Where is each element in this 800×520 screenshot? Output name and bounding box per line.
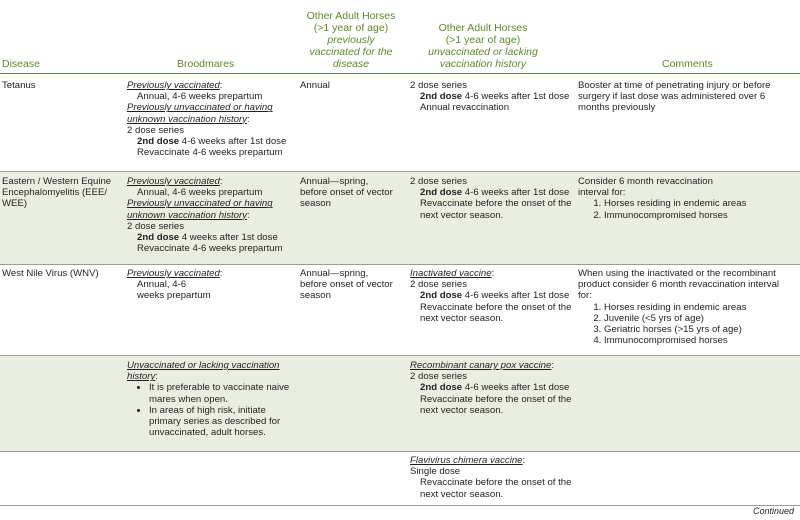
label-unvaccinated-2: unknown vaccination history: [127, 209, 247, 221]
list-item: 1. Horses residing in endemic areas: [604, 198, 798, 209]
vaccine-type-label: Flavivirus chimera vaccine: [410, 455, 523, 466]
list-item: • In areas of high risk, initiate primary series as described for unvaccinated, adult horses.: [149, 405, 297, 439]
header-comments: Comments: [662, 58, 713, 70]
broodmare-line: Revaccinate 4-6 weeks prepartum: [137, 243, 283, 255]
tetanus-previously-vaccinated: [300, 80, 330, 91]
second-dose-label: 2nd dose: [137, 232, 180, 244]
prev-line: season: [300, 290, 331, 302]
eee-disease: [2, 176, 124, 210]
list-item: 4. Immunocompromised horses: [604, 335, 800, 346]
broodmare-line: 4-6 weeks after 1st dose: [179, 136, 287, 148]
comment-line: for:: [578, 290, 592, 302]
unvacc-line: Annual revaccination: [420, 102, 510, 114]
wnv-disease: [2, 268, 99, 279]
unvacc-line: 4-6 weeks after 1st dose: [462, 187, 570, 199]
header-previously-vaccinated: [296, 10, 406, 70]
eee-comments: [578, 176, 798, 221]
unvacc-line: Revaccinate before the onset of the: [420, 301, 572, 313]
eee-comment-list: [578, 198, 798, 220]
broodmare-line: Annual, 4-6 weeks prepartum: [137, 187, 263, 199]
wnv-previously-vaccinated: [300, 268, 408, 302]
unvacc-line: 4-6 weeks after 1st dose: [462, 91, 570, 103]
broodmare-line: Annual, 4-6: [137, 279, 187, 291]
disease-name: WEE): [2, 198, 28, 210]
broodmare-line: 2 dose series: [127, 124, 185, 136]
label-previously-vaccinated: Previously vaccinated: [127, 176, 220, 187]
unvacc-line: next vector season.: [420, 488, 504, 500]
label-unvaccinated-1: Unvaccinated or lacking vaccination: [127, 360, 280, 371]
eee-unvaccinated: [410, 176, 575, 221]
unvacc-line: 2 dose series: [410, 279, 468, 291]
label-unvaccinated-1: Previously unvaccinated or having: [127, 102, 273, 114]
header-vacc-sub-1: previously: [327, 34, 375, 46]
list-item: • It is preferable to vaccinate naive mares when open.: [149, 382, 297, 404]
header-broodmares: Broodmares: [177, 58, 235, 70]
eee-previously-vaccinated: [300, 176, 408, 210]
label-previously-vaccinated: Previously vaccinated: [127, 268, 220, 279]
prev-line: season: [300, 198, 331, 210]
disease-name: Encephalomyelitis (EEE/: [2, 187, 108, 199]
tetanus-disease: [2, 80, 36, 91]
prev-line: Annual—spring,: [300, 176, 369, 187]
unvacc-line: Revaccinate before the onset of the: [420, 477, 572, 489]
list-item: 2. Juvenile (<5 yrs of age): [604, 313, 800, 324]
comment-line: When using the inactivated or the recombinant: [578, 268, 776, 279]
prev-line: before onset of vector: [300, 279, 393, 291]
broodmare-line: weeks prepartum: [137, 290, 211, 302]
vaccine-type-label: Recombinant canary pox vaccine: [410, 360, 552, 371]
header-disease: Disease: [2, 58, 40, 70]
header-unvacc-sub-1: unvaccinated or lacking: [428, 46, 538, 58]
row-shade-wnv2: [0, 355, 800, 451]
header-vacc-title-2: (>1 year of age): [313, 22, 389, 34]
eee-broodmares: Previously vaccinated: Annual, 4-6 weeks prepartum Previously unvaccinated or having unknown vaccination history: 2 dose series 2nd dose 4 weeks after 1st dose Revaccinate 4-6 weeks prepartum: [127, 176, 297, 254]
wnv2-unvaccinated: Recombinant canary pox vaccine: 2 dose series 2nd dose 4-6 weeks after 1st dose Revaccinate before the onset of the next vector season.: [410, 360, 575, 416]
disease-name: West Nile Virus (WNV): [2, 268, 99, 279]
unvacc-line: 2 dose series: [410, 80, 468, 91]
disease-name: Eastern / Western Equine: [2, 176, 112, 187]
wnv-comments: [578, 268, 800, 346]
wnv2-broodmares: Unvaccinated or lacking vaccination history: • It is preferable to vaccinate naive mares when open. • In areas of high risk, initiate primary series as described for unvaccinated, adult horses.: [127, 360, 297, 438]
label-unvaccinated-1: Previously unvaccinated or having: [127, 198, 273, 210]
row-divider-2: [0, 264, 800, 265]
broodmare-line: 4 weeks after 1st dose: [179, 232, 278, 244]
unvacc-line: next vector season.: [420, 312, 504, 324]
header-row: [0, 0, 800, 73]
comment-line: interval for:: [578, 187, 626, 199]
header-unvacc-title-1: Other Adult Horses: [438, 22, 528, 34]
wnv-broodmares: Previously vaccinated: Annual, 4-6 weeks prepartum: [127, 268, 297, 302]
row-divider-1: [0, 171, 800, 172]
tetanus-unvaccinated: [410, 80, 575, 114]
comment-line: Booster at time of penetrating injury or before: [578, 80, 771, 91]
prev-line: Annual—spring,: [300, 268, 369, 279]
continued-label: Continued: [752, 506, 794, 516]
list-item: 2. Immunocompromised horses: [604, 210, 798, 221]
label-previously-vaccinated: Previously vaccinated: [127, 80, 220, 91]
prev-line: before onset of vector: [300, 187, 393, 199]
wnv3-unvaccinated: Flavivirus chimera vaccine: Single dose Revaccinate before the onset of the next vector season.: [410, 455, 575, 500]
wnv-comment-list: [578, 302, 800, 347]
header-vacc-sub-3: disease: [332, 58, 370, 70]
prev-line: Annual: [300, 80, 330, 91]
unvacc-line: 2 dose series: [410, 176, 468, 187]
unvacc-line: 4-6 weeks after 1st dose: [462, 382, 570, 394]
comment-line: product consider 6 month revaccination interval: [578, 279, 780, 291]
header-unvacc-sub-2: vaccination history: [439, 58, 527, 70]
list-item: 1. Horses residing in endemic areas: [604, 302, 800, 313]
label-unvaccinated-2: history: [127, 371, 156, 383]
tetanus-broodmares: Previously vaccinated: Annual, 4-6 weeks prepartum Previously unvaccinated or having unknown vaccination history: 2 dose series 2nd dose 4-6 weeks after 1st dose Revaccinate 4-6 weeks prepartum: [127, 80, 297, 158]
second-dose-label: 2nd dose: [420, 187, 463, 199]
tetanus-comments: [578, 80, 798, 114]
list-item: 3. Geriatric horses (>15 yrs of age): [604, 324, 800, 335]
comment-line: Consider 6 month revaccination: [578, 176, 713, 187]
unvacc-line: 2 dose series: [410, 371, 468, 383]
broodmare-line: 2 dose series: [127, 220, 185, 232]
row-divider-3: [0, 355, 800, 356]
comment-line: surgery if last dose was administered over 6: [578, 91, 766, 103]
header-unvaccinated: [410, 22, 556, 70]
wnv-unvaccinated: Inactivated vaccine: 2 dose series 2nd dose 4-6 weeks after 1st dose Revaccinate before the onset of the next vector season.: [410, 268, 575, 324]
unvacc-line: 4-6 weeks after 1st dose: [462, 290, 570, 302]
header-rule: [0, 73, 800, 74]
wnv2-broodmare-bullets: [127, 382, 297, 438]
vaccine-type-label: Inactivated vaccine: [410, 268, 492, 279]
second-dose-label: 2nd dose: [137, 136, 180, 148]
unvacc-line: next vector season.: [420, 404, 504, 416]
second-dose-label: 2nd dose: [420, 290, 463, 302]
unvacc-line: next vector season.: [420, 209, 504, 221]
unvacc-line: Single dose: [410, 466, 461, 478]
disease-name: Tetanus: [2, 80, 36, 91]
comment-line: months previously: [578, 102, 656, 114]
header-vacc-title-1: Other Adult Horses: [306, 10, 396, 22]
second-dose-label: 2nd dose: [420, 91, 463, 103]
broodmare-line: Revaccinate 4-6 weeks prepartum: [137, 147, 283, 159]
label-unvaccinated-2: unknown vaccination history: [127, 113, 247, 125]
header-vacc-sub-2: vaccinated for the: [309, 46, 393, 58]
broodmare-line: Annual, 4-6 weeks prepartum: [137, 91, 263, 103]
unvacc-line: Revaccinate before the onset of the: [420, 198, 572, 210]
header-unvacc-title-2: (>1 year of age): [445, 34, 521, 46]
row-divider-4: [0, 451, 800, 452]
unvacc-line: Revaccinate before the onset of the: [420, 393, 572, 405]
row-divider-5: [0, 505, 800, 506]
second-dose-label: 2nd dose: [420, 382, 463, 394]
